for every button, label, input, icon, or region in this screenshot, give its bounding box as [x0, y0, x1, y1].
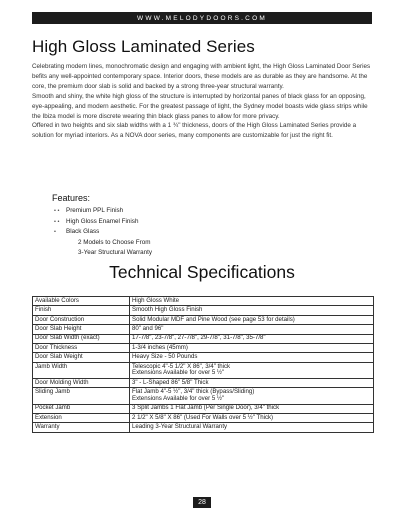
spec-label: Warranty — [33, 423, 130, 432]
spec-value-line: Extensions Available for over 5 ½" — [132, 394, 225, 402]
table-row — [33, 334, 374, 343]
specs-table — [32, 296, 374, 433]
spec-value — [130, 334, 374, 343]
feature-item — [54, 206, 274, 217]
site-url: WWW.MELODYDOORS.COM — [137, 14, 267, 22]
bullet-icon — [54, 248, 66, 259]
spec-value-line: 1-3/4 inches (45mm) — [132, 343, 188, 351]
spec-label: Finish — [33, 306, 130, 315]
spec-value-line: 80" and 96" — [132, 324, 164, 332]
page-number-badge — [193, 497, 211, 508]
feature-item — [54, 227, 274, 238]
spec-value — [130, 388, 374, 404]
intro-paragraph: Smooth and shiny, the white high gloss of the structure is interrupted by horizontal panes of black glass for an opposing, eye-appealing, and modern aesthetic. For the greatest passage of light, the Sydney model boasts wide glass strips while the Ibiza model is more discrete wearing thin black glass panes to allow for more privacy. — [32, 92, 368, 120]
spec-label: Door Slab Height — [33, 325, 130, 334]
spec-value-line: Leading 3-Year Structural Warranty — [132, 423, 228, 431]
spec-value-line: Telescopic 4"-5 1/2" X 86", 3/4" thick — [132, 362, 231, 370]
spec-value — [130, 325, 374, 334]
table-row — [33, 343, 374, 352]
bullet-icon — [54, 238, 66, 249]
spec-value — [130, 378, 374, 387]
spec-value — [130, 404, 374, 413]
feature-text: 3-Year Structural Warranty — [78, 249, 153, 256]
spec-value-line: Extensions Available for over 5 ½" — [132, 369, 225, 377]
spec-label: Door Slab Width (exact) — [33, 334, 130, 343]
spec-label: Available Colors — [33, 297, 130, 306]
table-row — [33, 325, 374, 334]
table-row — [33, 297, 374, 306]
intro-paragraph: Celebrating modern lines, monochromatic design and engaging with ambient light, the High Gloss Laminated Door Series befits any well-appointed contemporary space. Interior doors, these models are as durable as they are handsome. At the core, the premium door slab is solid and backed by a strong three-year structural warranty. — [32, 63, 371, 90]
spec-value — [130, 343, 374, 352]
page-title: High Gloss Laminated Series — [32, 37, 255, 56]
spec-value-line: Smooth High Gloss Finish — [132, 306, 203, 314]
spec-label: Extension — [33, 413, 130, 422]
spec-value — [130, 353, 374, 362]
spec-value-line: High Gloss White — [132, 296, 180, 304]
table-row — [33, 388, 374, 404]
spec-label: Door Construction — [33, 315, 130, 324]
spec-value-line: 3" - L-Shaped 86" 5/8" Thick — [132, 378, 209, 386]
spec-value-line: Flat Jamb 4"-5 ½", 3/4" thick (Bypass/Sliding) — [132, 388, 255, 396]
feature-item — [54, 217, 274, 228]
feature-text: 2 Models to Choose From — [78, 238, 151, 246]
spec-value-line: Heavy Size - 50 Pounds — [132, 353, 198, 361]
feature-item — [54, 248, 274, 259]
spec-value — [130, 315, 374, 324]
spec-value-line: 2 1/2" X 5/8" X 86" (Used For Walls over 5 ½" Thick) — [132, 413, 274, 421]
spec-label: Pocket Jamb — [33, 404, 130, 413]
table-row — [33, 404, 374, 413]
table-row — [33, 378, 374, 387]
features-heading: Features: — [52, 193, 91, 203]
spec-value — [130, 413, 374, 422]
site-url-banner — [32, 12, 372, 24]
spec-label: Door Slab Weight — [33, 353, 130, 362]
feature-text: High Gloss Enamel Finish — [66, 217, 139, 225]
bullet-icon: • — [54, 229, 56, 235]
feature-item — [54, 238, 274, 249]
spec-value — [130, 362, 374, 378]
feature-text: Premium PPL Finish — [66, 207, 124, 214]
table-row — [33, 306, 374, 315]
bullet-icon: • • — [54, 218, 60, 225]
spec-value-line: 17-7/8", 23-7/8", 27-7/8", 29-7/8", 31-7/8", 35-7/8" — [132, 334, 266, 342]
table-row — [33, 353, 374, 362]
intro-text — [32, 62, 374, 141]
spec-value-line: 3 Split Jambs 1 Flat Jamb (Per Single Door), 3/4" thick — [132, 404, 280, 412]
feature-text: Black Glass — [66, 228, 100, 235]
table-row — [33, 413, 374, 422]
spec-label: Jamb Width — [33, 362, 130, 378]
table-row — [33, 362, 374, 378]
spec-value — [130, 306, 374, 315]
spec-value-line: Solid Modular MDF and Pine Wood (see page 53 for details) — [132, 315, 295, 323]
spec-label: Sliding Jamb — [33, 388, 130, 404]
page-number: 28 — [198, 499, 206, 506]
spec-value — [130, 423, 374, 432]
spec-value — [130, 297, 374, 306]
spec-label: Door Thickness — [33, 343, 130, 352]
table-row — [33, 315, 374, 324]
specs-heading: Technical Specifications — [109, 262, 295, 282]
features-list — [54, 206, 274, 259]
table-row — [33, 423, 374, 432]
bullet-icon: • • — [54, 208, 60, 214]
intro-paragraph: Offered in two heights and six slab widths with a 1 ¾" thickness, doors of the High Gloss Laminated Series provide a solution for myriad interiors. As a NOVA door series, many components are customizable for just the right fit. — [32, 122, 357, 140]
spec-label: Door Molding Width — [33, 378, 130, 387]
